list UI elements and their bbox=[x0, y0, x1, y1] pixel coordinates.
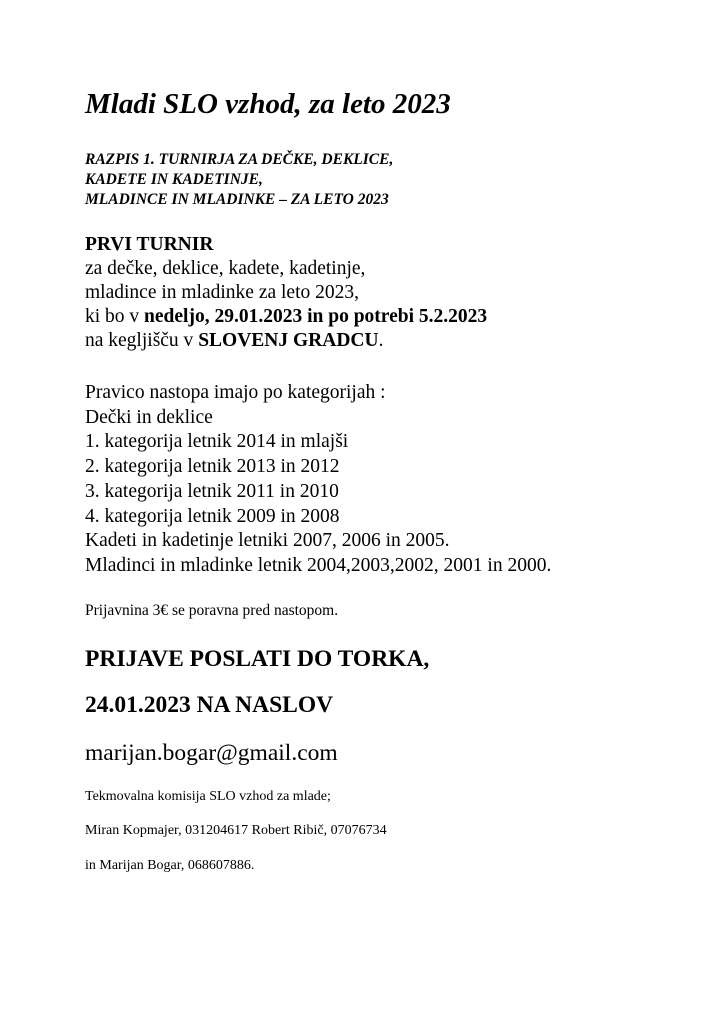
tournament-date: nedeljo, 29.01.2023 in po potrebi 5.2.2023 bbox=[144, 306, 488, 327]
razpis-line-3: MLADINCE IN MLADINKE – ZA LETO 2023 bbox=[85, 191, 389, 208]
categories-intro: Pravico nastopa imajo po kategorijah : bbox=[85, 382, 386, 403]
tournament-venue-suffix: . bbox=[378, 330, 384, 351]
category-item: 3. kategorija letnik 2011 in 2010 bbox=[85, 480, 339, 502]
tournament-venue: SLOVENJ GRADCU bbox=[198, 330, 379, 351]
registration-deadline-line-2: 24.01.2023 NA NASLOV bbox=[85, 692, 334, 718]
contact-line-1: Miran Kopmajer, 031204617 Robert Ribič, 07076734 bbox=[85, 823, 387, 838]
registration-deadline-line-1: PRIJAVE POSLATI DO TORKA, bbox=[85, 646, 430, 672]
categories-group: Dečki in deklice bbox=[85, 406, 213, 428]
razpis-line-2: KADETE IN KADETINJE, bbox=[85, 171, 263, 188]
registration-email: marijan.bogar@gmail.com bbox=[85, 740, 338, 766]
categories-kadeti: Kadeti in kadetinje letniki 2007, 2006 in 2005. bbox=[85, 530, 450, 552]
categories-mladinci: Mladinci in mladinke letnik 2004,2003,2002, 2001 in 2000. bbox=[85, 554, 552, 576]
entry-fee: Prijavnina 3€ se poravna pred nastopom. bbox=[85, 602, 339, 619]
committee-label: Tekmovalna komisija SLO vzhod za mlade; bbox=[85, 789, 331, 804]
tournament-line-2: mladince in mladinke za leto 2023, bbox=[85, 282, 359, 303]
tournament-venue-line bbox=[85, 329, 487, 353]
document-title: Mladi SLO vzhod, za leto 2023 bbox=[85, 88, 451, 120]
tournament-date-prefix: ki bo v bbox=[85, 306, 145, 327]
tournament-venue-prefix: na kegljišču v bbox=[85, 330, 199, 351]
razpis-line-1: RAZPIS 1. TURNIRJA ZA DEČKE, DEKLICE, bbox=[85, 151, 394, 168]
razpis-heading bbox=[85, 150, 393, 210]
category-item: 4. kategorija letnik 2009 in 2008 bbox=[85, 505, 340, 527]
category-item: 1. kategorija letnik 2014 in mlajši bbox=[85, 431, 349, 453]
contact-line-2: in Marijan Bogar, 068607886. bbox=[85, 858, 255, 873]
category-item: 2. kategorija letnik 2013 in 2012 bbox=[85, 456, 340, 478]
tournament-line-1: za dečke, deklice, kadete, kadetinje, bbox=[85, 258, 366, 279]
categories-section bbox=[85, 381, 551, 579]
tournament-heading: PRVI TURNIR bbox=[85, 234, 214, 255]
tournament-date-line bbox=[85, 305, 487, 329]
tournament-section bbox=[85, 233, 487, 353]
